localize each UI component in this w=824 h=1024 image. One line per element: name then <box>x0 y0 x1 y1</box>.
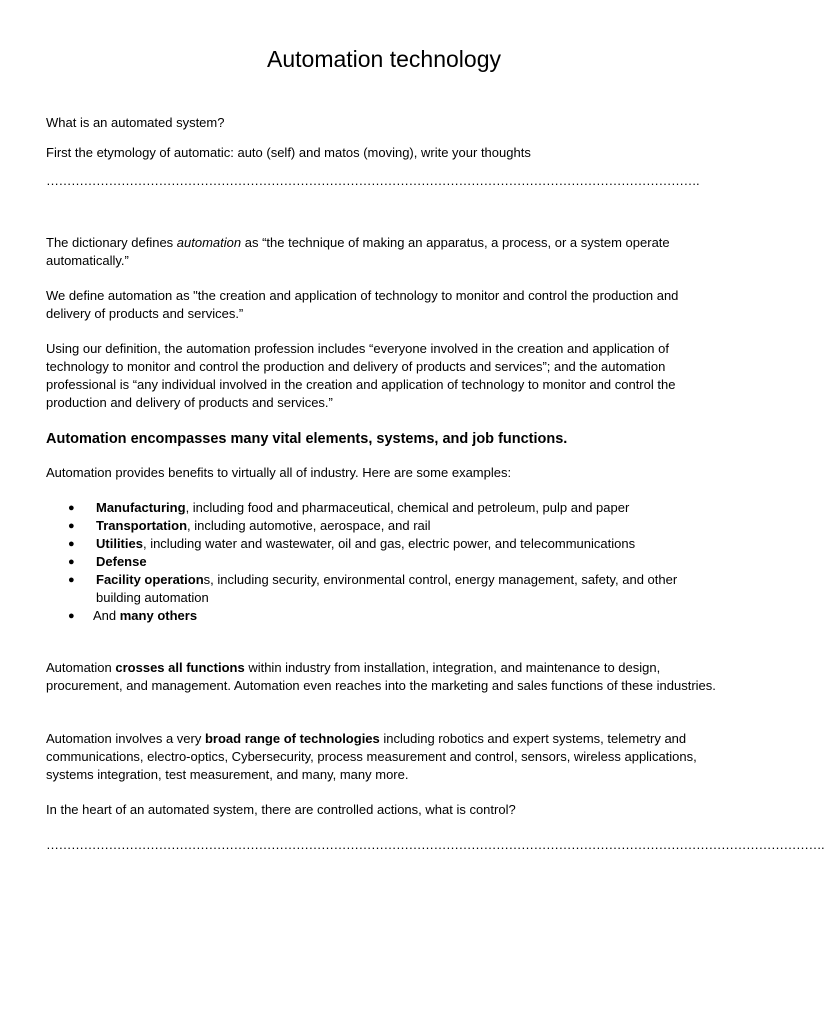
crosses-bold: crosses all functions <box>115 660 245 675</box>
list-item-text: s, including security, environmental control, energy management, safety, and other building automation <box>96 572 678 605</box>
dictionary-pre: The dictionary defines <box>46 235 177 250</box>
list-item-bold: Facility operation <box>96 572 204 587</box>
broad-post: including robotics and expert systems, telemetry and communications, electro-optics, Cybersecurity, process measurement and control, sensors, wireless applications, systems integration, test measurement, and many, many more. <box>46 731 697 782</box>
dictionary-term: automation <box>176 235 242 250</box>
page-title: Automation technology <box>267 46 501 72</box>
profession-definition: Using our definition, the automation profession includes “everyone involved in the creation and application of technology to monitor and control the production and delivery of products and services”; and the automation professional is “any individual involved in the creation and application of technology to monitor and control the production and delivery of products and services.” <box>46 341 676 410</box>
question-automated-system: What is an automated system? <box>46 115 225 130</box>
list-item-bold: Utilities <box>96 536 143 551</box>
bullet-icon: ● <box>68 610 75 622</box>
list-item <box>46 607 726 625</box>
question-what-is-control: In the heart of an automated system, there are controlled actions, what is control? <box>46 802 516 817</box>
list-item-text: , including food and pharmaceutical, chemical and petroleum, pulp and paper <box>185 500 630 515</box>
list-item-bold: many others <box>119 608 198 623</box>
list-item <box>46 499 726 517</box>
crosses-post: within industry from installation, integration, and maintenance to design, procurement, and management. Automation even reaches into the marketing and sales functions of these industries. <box>46 660 716 693</box>
list-item <box>46 553 726 571</box>
list-item-text: , including automotive, aerospace, and rail <box>187 518 431 533</box>
benefits-intro: Automation provides benefits to virtually all of industry. Here are some examples: <box>46 465 512 480</box>
crosses-functions-paragraph <box>46 659 726 695</box>
list-item-bold: Defense <box>96 554 147 569</box>
bullet-icon: ● <box>68 520 75 532</box>
section-heading: Automation encompasses many vital elements, systems, and job functions. <box>46 431 568 447</box>
broad-bold: broad range of technologies <box>204 731 380 746</box>
etymology-prompt: First the etymology of automatic: auto (self) and matos (moving), write your thoughts <box>46 145 531 160</box>
list-item-bold: Manufacturing <box>96 500 186 515</box>
answer-dotted-line-1[interactable]: …………………………………………………………………………………………………………………………………………. <box>46 173 700 188</box>
list-item <box>46 517 726 535</box>
dictionary-post: as “the technique of making an apparatus, a process, or a system operate automatically.” <box>46 235 670 268</box>
list-item-bold: Transportation <box>96 518 188 533</box>
answer-dotted-line-2[interactable]: ……………………………………………………………………………………………………………………………………………………………………. <box>46 837 824 852</box>
list-item <box>46 571 726 607</box>
broad-technologies-paragraph <box>46 730 726 784</box>
list-item-text: , including water and wastewater, oil and gas, electric power, and telecommunications <box>142 536 636 551</box>
industry-examples-list <box>46 499 726 625</box>
our-definition: We define automation as "the creation and application of technology to monitor and control the production and delivery of products and services.” <box>46 288 679 321</box>
list-item-pre: And <box>93 608 120 623</box>
bullet-icon: ● <box>68 556 75 568</box>
list-item <box>46 535 726 553</box>
crosses-pre: Automation <box>46 660 116 675</box>
bullet-icon: ● <box>68 502 75 514</box>
bullet-icon: ● <box>68 538 75 550</box>
dictionary-definition <box>46 234 726 270</box>
bullet-icon: ● <box>68 574 75 586</box>
broad-pre: Automation involves a very <box>46 731 205 746</box>
